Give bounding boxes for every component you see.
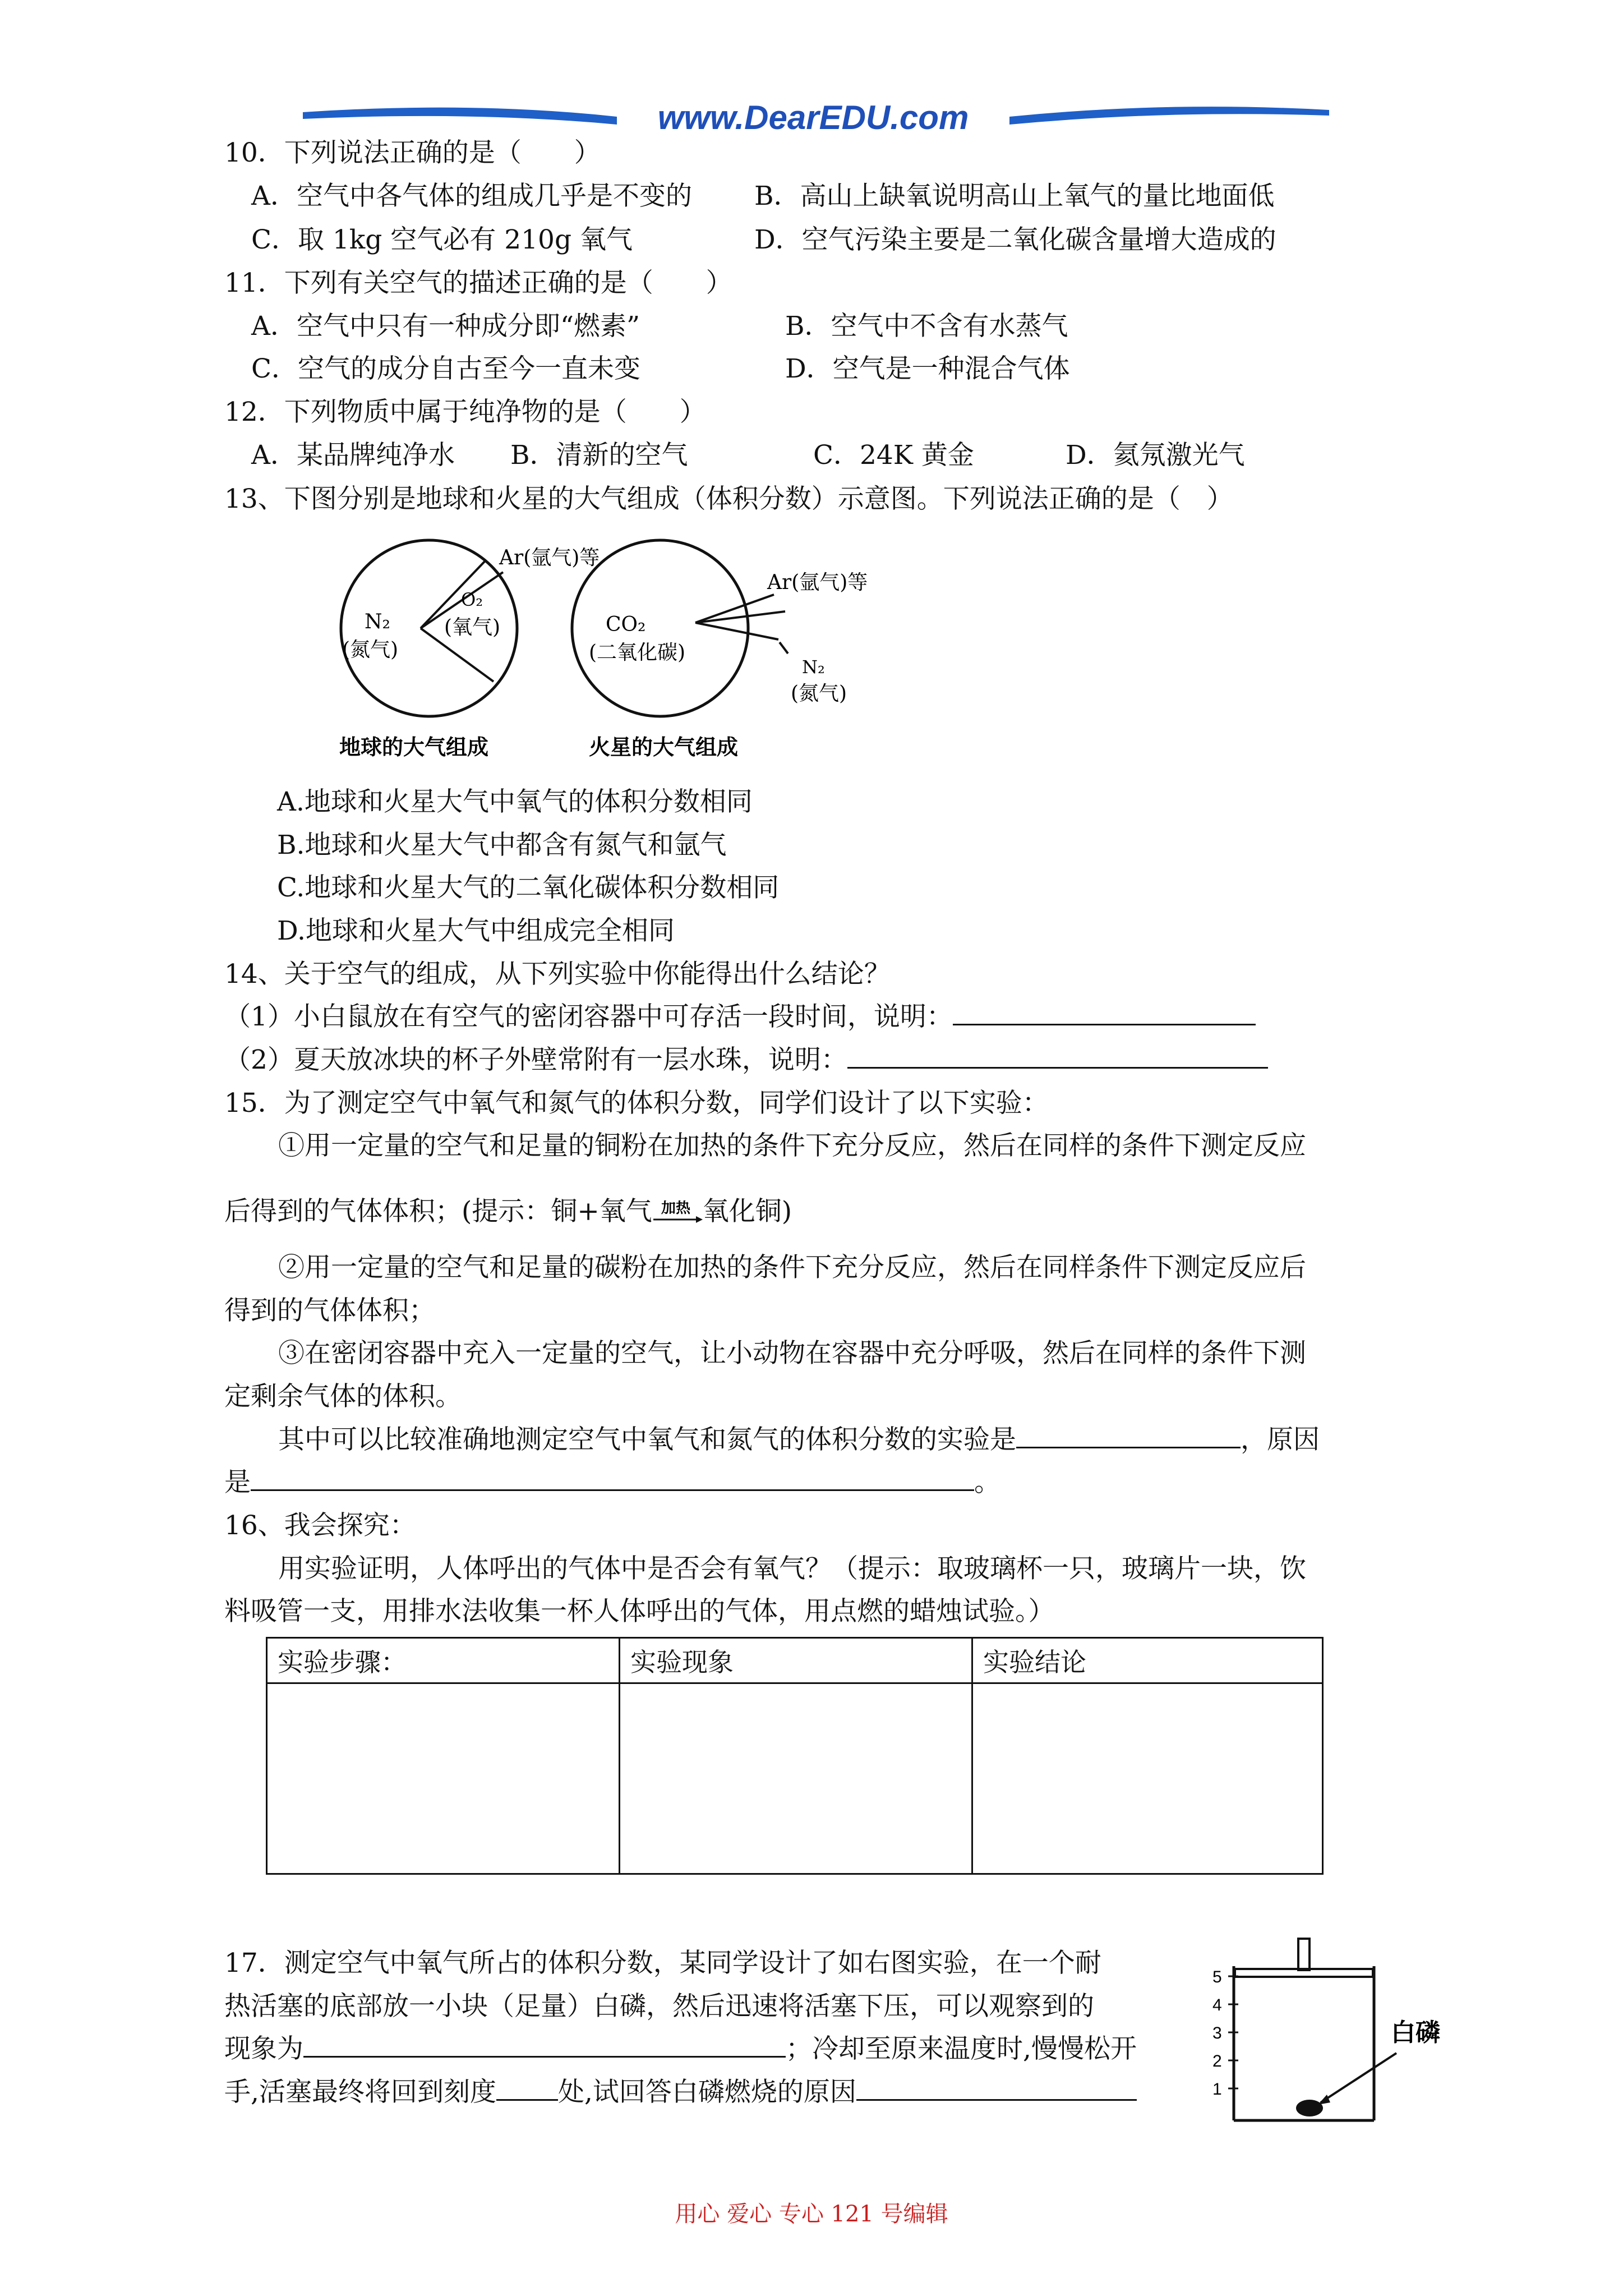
earth-ar-label: Ar(氩气)等 — [499, 546, 600, 569]
q15-method-2-line-1: ②用一定量的空气和足量的碳粉在加热的条件下充分反应，然后在同样条件下测定反应后 — [278, 1252, 1306, 1283]
q15-method-3-line-1: ③在密闭容器中充入一定量的空气，让小动物在容器中充分呼吸，然后在同样的条件下测 — [278, 1338, 1306, 1369]
phenomena-answer-cell[interactable] — [620, 1683, 972, 1874]
q15-reason-label: ，原因 — [1241, 1424, 1320, 1455]
q15-method-1-line-1: ①用一定量的空气和足量的铜粉在加热的条件下充分反应，然后在同样的条件下测定反应 — [278, 1130, 1306, 1161]
q15-period: 。 — [974, 1467, 1000, 1498]
scale-mark-4: 4 — [1212, 1996, 1222, 2014]
atmosphere-composition-figure — [314, 533, 931, 769]
q10-option-c: C．取 1kg 空气必有 210g 氧气 — [251, 224, 633, 255]
q13-option-d: D.地球和火星大气中组成完全相同 — [277, 915, 675, 946]
experiment-table-answer-row — [267, 1683, 1323, 1874]
earth-caption: 地球的大气组成 — [339, 734, 489, 760]
q14-part-2-answer-blank[interactable] — [847, 1045, 1268, 1069]
q14-part-1 — [224, 1000, 1256, 1034]
mars-n2-label: N₂ — [802, 656, 825, 678]
steps-answer-cell[interactable] — [267, 1683, 620, 1874]
scale-mark-5: 5 — [1212, 1968, 1222, 1986]
header-conclusion: 实验结论 — [972, 1638, 1323, 1683]
mars-co2-label: CO₂ — [606, 613, 646, 636]
mars-co2-cn-label: (二氧化碳) — [589, 641, 686, 664]
mars-ar-label: Ar(氩气)等 — [767, 571, 868, 594]
q16-prompt-line-1: 用实验证明，人体呼出的气体中是否会有氧气？（提示：取玻璃杯一只，玻璃片一块，饮 — [278, 1553, 1306, 1584]
mars-pie-chart — [572, 540, 868, 760]
q15-stem: 15．为了测定空气中氧气和氮气的体积分数，同学们设计了以下实验： — [224, 1088, 1049, 1119]
q14-part-2 — [224, 1043, 1268, 1077]
reaction-arrow — [652, 1200, 703, 1226]
q15-method-3-line-2: 定剩余气体的体积。 — [224, 1381, 462, 1412]
q15-question-line-1 — [278, 1423, 1320, 1457]
page-footer: 用心 爱心 专心 121 号编辑 — [675, 2201, 948, 2227]
earth-n2-label: N₂ — [365, 610, 390, 633]
q15-method-2-line-2: 得到的气体体积； — [224, 1295, 435, 1326]
q15-reason-prefix: 是 — [224, 1467, 251, 1498]
q12-stem: 12．下列物质中属于纯净物的是（ ） — [224, 397, 706, 427]
q15-method-1-hint: 后得到的气体体积；(提示：铜+氧气 — [224, 1196, 652, 1227]
q17-reason-label: 处,试回答白磷燃烧的原因 — [557, 2077, 856, 2108]
q11-option-b: B．空气中不含有水蒸气 — [785, 311, 1068, 342]
q11-option-c: C．空气的成分自古至今一直未变 — [251, 353, 640, 384]
q13-option-a: A.地球和火星大气中氧气的体积分数相同 — [277, 786, 753, 817]
mars-caption: 火星的大气组成 — [589, 734, 739, 760]
conclusion-answer-cell[interactable] — [972, 1683, 1323, 1874]
experiment-table-header-row — [267, 1638, 1323, 1683]
q17-scale-label: 手,活塞最终将回到刻度 — [224, 2077, 496, 2108]
q15-method-1-line-2 — [224, 1195, 792, 1228]
q15-method-1-product: 氧化铜) — [702, 1196, 792, 1227]
q13-option-b: B.地球和火星大气中都含有氮气和氩气 — [277, 830, 727, 861]
earth-o2-cn-label: (氧气) — [444, 616, 501, 639]
q14-part-1-text: （1）小白鼠放在有空气的密闭容器中可存活一段时间，说明： — [224, 1001, 953, 1032]
piston-apparatus-figure — [1206, 1935, 1453, 2126]
q14-part-2-text: （2）夏天放冰块的杯子外壁常附有一层水珠，说明： — [224, 1045, 847, 1075]
q12-option-a: A．某品牌纯净水 — [251, 440, 455, 471]
earth-pie-chart — [339, 540, 600, 760]
q11-option-a: A．空气中只有一种成分即“燃素” — [251, 311, 640, 342]
q12-option-c: C．24K 黄金 — [813, 440, 974, 471]
scale-mark-2: 2 — [1212, 2052, 1222, 2070]
q16-prompt-line-2: 料吸管一支，用排水法收集一杯人体呼出的气体，用点燃的蜡烛试验。） — [224, 1596, 1055, 1627]
q17-line-4 — [224, 2076, 1137, 2109]
q17-reason-answer-blank[interactable] — [856, 2077, 1137, 2101]
q15-question-text: 其中可以比较准确地测定空气中氧气和氮气的体积分数的实验是 — [278, 1424, 1016, 1455]
q11-option-d: D．空气是一种混合气体 — [785, 353, 1070, 384]
q17-scale-answer-blank[interactable] — [496, 2077, 558, 2101]
header-phenomena: 实验现象 — [620, 1638, 972, 1683]
q10-stem: 10．下列说法正确的是（ ） — [224, 137, 601, 168]
q13-stem: 13、下图分别是地球和火星的大气组成（体积分数）示意图。下列说法正确的是（ ） — [224, 484, 1233, 514]
q10-option-a: A．空气中各气体的组成几乎是不变的 — [251, 181, 692, 211]
white-phosphorus-lump — [1296, 2100, 1323, 2116]
earth-n2-cn-label: (氮气) — [342, 638, 399, 661]
scale-mark-1: 1 — [1212, 2080, 1222, 2099]
site-url: www.DearEDU.com — [657, 99, 969, 136]
q14-stem: 14、关于空气的组成，从下列实验中你能得出什么结论？ — [224, 959, 891, 990]
reaction-condition-heat: 加热 — [661, 1200, 690, 1217]
q15-experiment-answer-blank[interactable] — [1016, 1424, 1241, 1448]
q10-option-d: D．空气污染主要是二氧化碳含量增大造成的 — [754, 224, 1276, 255]
q17-phenomenon-answer-blank[interactable] — [303, 2033, 786, 2058]
q10-option-b: B．高山上缺氧说明高山上氧气的量比地面低 — [754, 181, 1275, 211]
q16-stem: 16、我会探究： — [224, 1510, 416, 1541]
scale-mark-3: 3 — [1212, 2024, 1222, 2042]
q17-line-2: 热活塞的底部放一小块（足量）白磷，然后迅速将活塞下压，可以观察到的 — [224, 1991, 1094, 2022]
q15-question-line-2 — [224, 1466, 1000, 1499]
q15-reason-answer-blank[interactable] — [251, 1467, 974, 1491]
q17-line-1: 17．测定空气中氧气所占的体积分数，某同学设计了如右图实验，在一个耐 — [224, 1948, 1101, 1978]
experiment-table — [266, 1637, 1324, 1875]
q11-stem: 11．下列有关空气的描述正确的是（ ） — [224, 268, 732, 298]
q12-option-d: D．氦氖激光气 — [1066, 440, 1245, 471]
q13-option-c: C.地球和火星大气的二氧化碳体积分数相同 — [277, 872, 780, 903]
q17-cooling-text: ；冷却至原来温度时,慢慢松开 — [786, 2033, 1137, 2064]
q12-option-b: B．清新的空气 — [510, 440, 688, 471]
mars-n2-cn-label: (氮气) — [791, 682, 847, 705]
q17-phenomenon-label: 现象为 — [224, 2033, 303, 2064]
earth-o2-label: O₂ — [461, 589, 483, 610]
q14-part-1-answer-blank[interactable] — [953, 1001, 1256, 1025]
white-phosphorus-label: 白磷 — [1391, 2018, 1440, 2047]
header-steps: 实验步骤： — [267, 1638, 620, 1683]
q17-line-3 — [224, 2032, 1137, 2066]
